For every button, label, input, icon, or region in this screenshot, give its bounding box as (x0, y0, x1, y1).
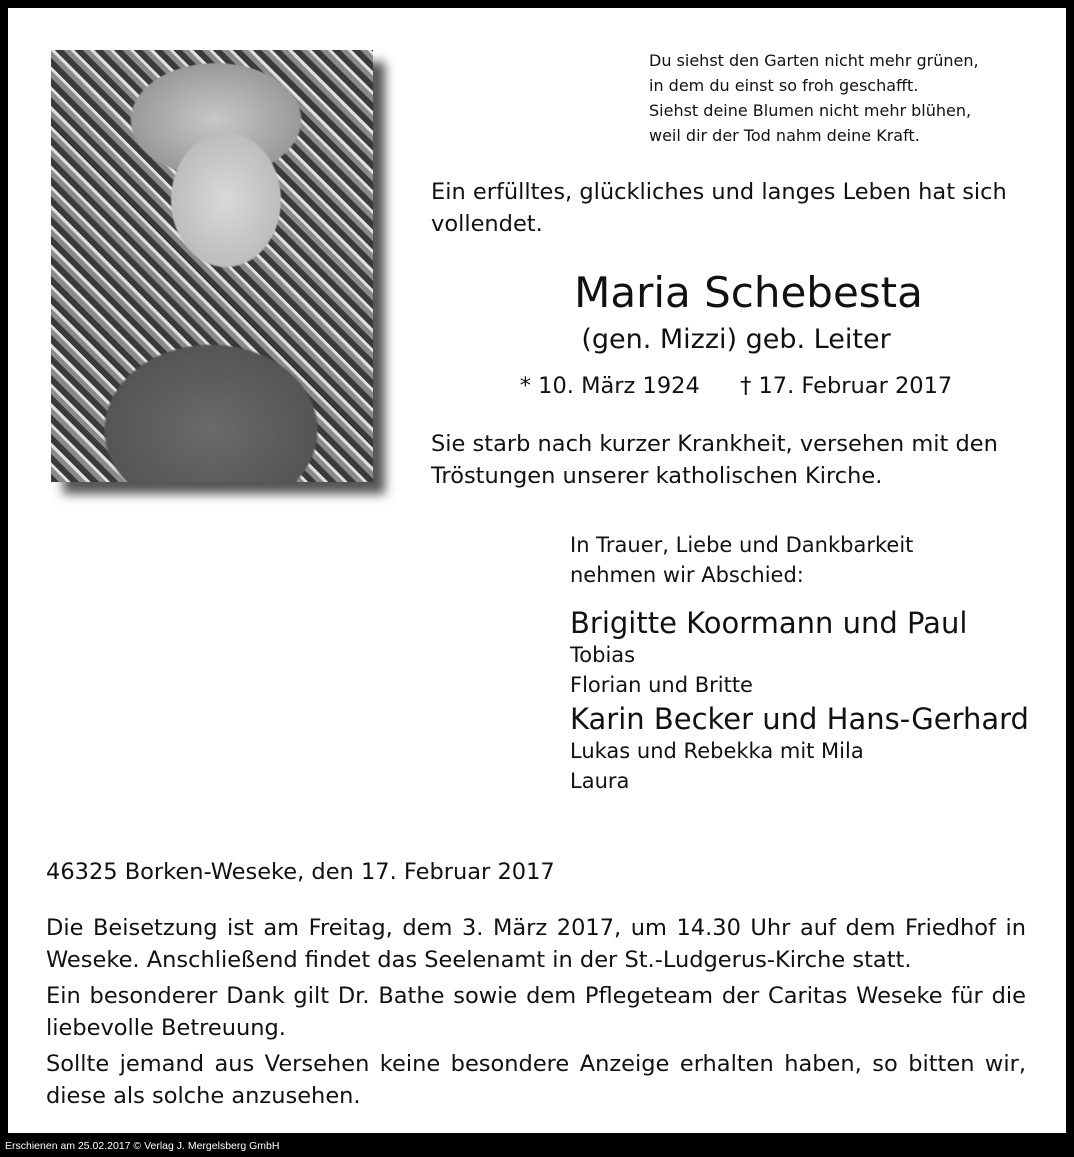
publication-footer: Erschienen am 25.02.2017 © Verlag J. Mergelsberg GmbH (5, 1140, 280, 1152)
closing-paragraphs (46, 912, 1026, 1112)
obituary-notice (8, 8, 1066, 1133)
family-member: Tobias (570, 643, 636, 667)
deceased-alias: (gen. Mizzi) geb. Leiter (581, 324, 891, 355)
life-dates (431, 370, 1041, 402)
death-date: † 17. Februar 2017 (740, 373, 953, 399)
family-list (570, 606, 1029, 796)
mourning-line: nehmen wir Abschied: (570, 563, 804, 587)
death-note: Sie starb nach kurzer Krankheit, versehen mit den Tröstungen unserer katholischen Kirche. (431, 431, 998, 489)
family-head: Karin Becker und Hans-Gerhard (570, 702, 1029, 736)
family-head: Brigitte Koormann und Paul (570, 606, 968, 640)
deceased-name: Maria Schebesta (574, 268, 923, 317)
poem (649, 48, 979, 148)
funeral-info: Die Beisetzung ist am Freitag, dem 3. März 2017, um 14.30 Uhr auf dem Friedhof in Weseke. Anschließend findet das Seelenamt in der St.-Ludgerus-Kirche statt. (46, 915, 1026, 973)
family-member: Laura (570, 769, 630, 793)
poem-line: Siehst deine Blumen nicht mehr blühen, (649, 101, 972, 120)
birth-date: * 10. März 1924 (519, 373, 700, 399)
portrait-photo (51, 50, 373, 482)
family-member: Florian und Britte (570, 673, 753, 697)
place-date: 46325 Borken-Weseke, den 17. Februar 2017 (46, 859, 555, 885)
poem-line: weil dir der Tod nahm deine Kraft. (649, 126, 920, 145)
notice-text: Sollte jemand aus Versehen keine besondere Anzeige erhalten haben, so bitten wir, diese als solche anzusehen. (46, 1051, 1026, 1109)
mourning-text (570, 530, 913, 590)
poem-line: Du siehst den Garten nicht mehr grünen, (649, 51, 979, 70)
poem-line: in dem du einst so froh geschafft. (649, 76, 919, 95)
lead-text: Ein erfülltes, glückliches und langes Leben hat sich vollendet. (431, 179, 1007, 237)
family-member: Lukas und Rebekka mit Mila (570, 739, 864, 763)
mourning-line: In Trauer, Liebe und Dankbarkeit (570, 533, 914, 557)
thanks-text: Ein besonderer Dank gilt Dr. Bathe sowie dem Pflegeteam der Caritas Weseke für die liebevolle Betreuung. (46, 983, 1026, 1041)
